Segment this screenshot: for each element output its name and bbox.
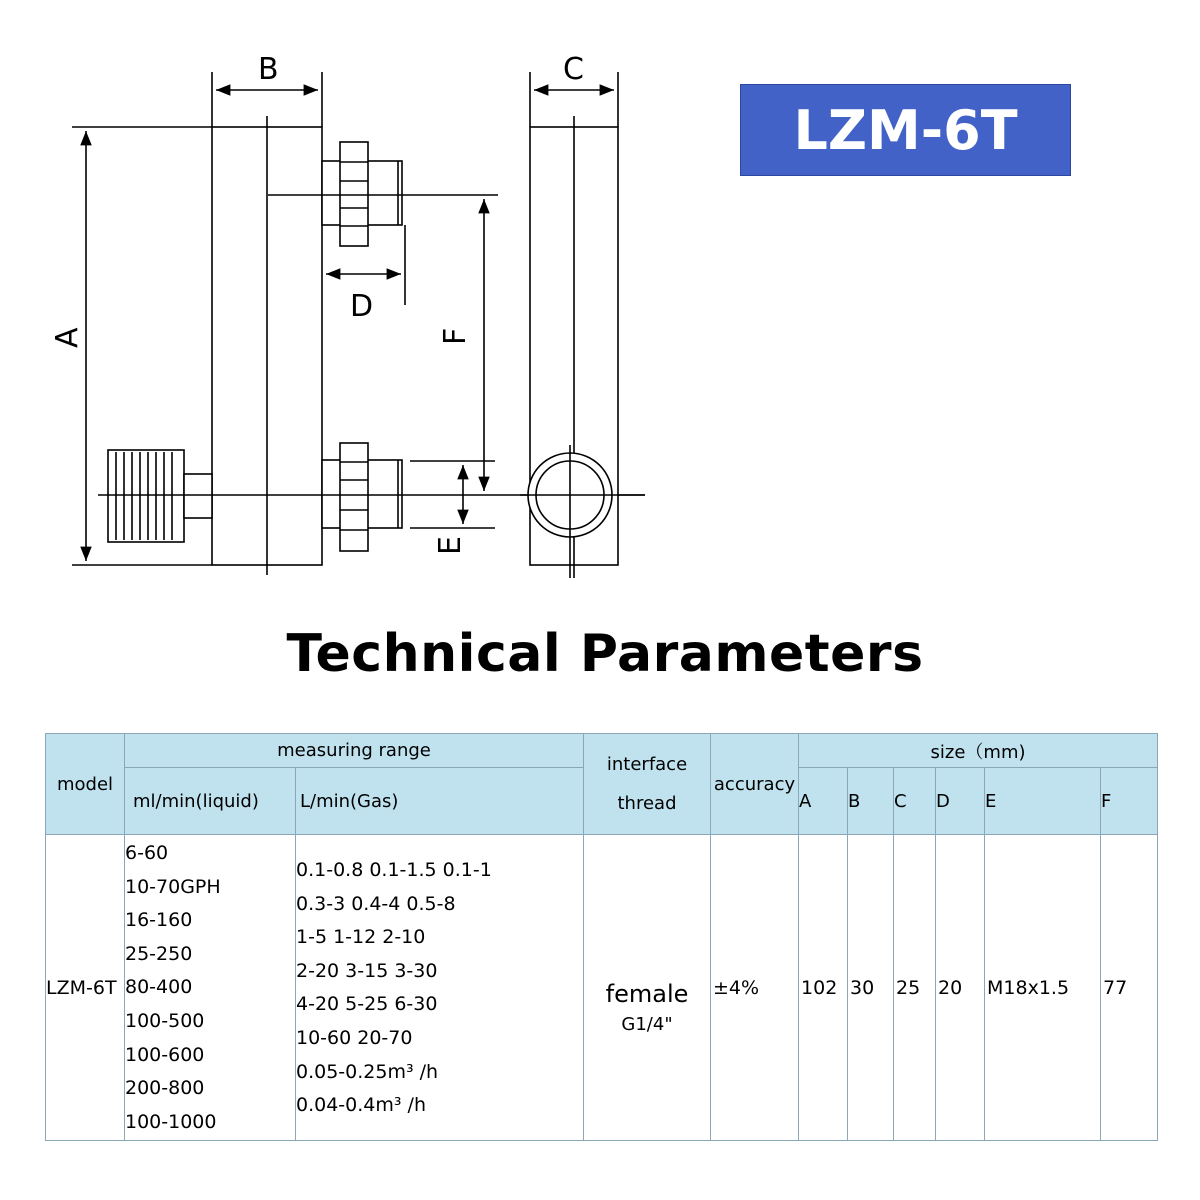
header-interface-line2: thread <box>617 793 677 814</box>
liquid-range-item: 25-250 <box>125 942 193 965</box>
liquid-range-item: 6-60 <box>125 842 169 864</box>
dim-label-d: D <box>350 289 374 324</box>
header-liquid: ml/min(liquid) <box>125 768 296 835</box>
top-fitting <box>322 142 402 246</box>
cell-interface-thread <box>584 835 711 1141</box>
liquid-range-item: 10-70GPH <box>125 875 221 898</box>
header-size-c: C <box>894 768 936 835</box>
gas-range-item: 0.04-0.4m³ /h <box>296 1094 426 1117</box>
bottom-fitting <box>322 443 402 551</box>
liquid-range-item: 100-600 <box>125 1043 205 1066</box>
liquid-range-item: 16-160 <box>125 909 193 932</box>
cell-size-c: 25 <box>894 835 936 1141</box>
gas-range-item: 0.1-0.8 0.1-1.5 0.1-1 <box>296 859 492 881</box>
dim-label-c: C <box>563 52 584 87</box>
cell-gas-ranges <box>296 835 584 1141</box>
gas-range-item: 0.3-3 0.4-4 0.5-8 <box>296 892 456 915</box>
dim-label-b: B <box>258 52 279 87</box>
gas-range-item: 1-5 1-12 2-10 <box>296 926 426 949</box>
gas-range-item: 0.05-0.25m³ /h <box>296 1060 439 1083</box>
page-title: Technical Parameters <box>286 624 924 684</box>
header-measuring-range: measuring range <box>125 734 584 768</box>
gas-range-item: 4-20 5-25 6-30 <box>296 993 438 1016</box>
model-badge-text: LZM-6T <box>793 98 1018 162</box>
cell-size-e: M18x1.5 <box>985 835 1101 1141</box>
header-size-b: B <box>848 768 894 835</box>
thread-type: female <box>605 980 689 1008</box>
liquid-range-list <box>125 837 295 1139</box>
liquid-range-item: 100-500 <box>125 1009 205 1032</box>
spec-table <box>45 733 1158 1141</box>
header-model: model <box>46 734 125 835</box>
liquid-range-item: 80-400 <box>125 976 193 999</box>
header-interface-thread <box>584 734 711 835</box>
header-size-e: E <box>985 768 1101 835</box>
gas-range-list <box>296 854 583 1123</box>
cell-size-d: 20 <box>936 835 985 1141</box>
cell-size-a: 102 <box>799 835 848 1141</box>
header-size-d: D <box>936 768 985 835</box>
header-size-f: F <box>1101 768 1158 835</box>
header-gas: L/min(Gas) <box>296 768 584 835</box>
liquid-range-item: 100-1000 <box>125 1110 217 1133</box>
cell-model: LZM-6T <box>46 835 125 1141</box>
header-accuracy: accuracy <box>711 734 799 835</box>
dim-label-e: E <box>433 536 468 555</box>
cell-size-f: 77 <box>1101 835 1158 1141</box>
gas-range-item: 10-60 20-70 <box>296 1026 413 1049</box>
cell-accuracy: ±4% <box>711 835 799 1141</box>
cell-liquid-ranges <box>125 835 296 1141</box>
header-size-a: A <box>799 768 848 835</box>
cell-size-b: 30 <box>848 835 894 1141</box>
dim-label-a: A <box>50 327 85 348</box>
model-badge <box>740 84 1071 176</box>
header-size: size（mm) <box>799 734 1158 768</box>
valve-knob <box>108 450 212 542</box>
thread-size: G1/4" <box>621 1014 673 1035</box>
gas-range-item: 2-20 3-15 3-30 <box>296 959 438 982</box>
header-interface-line1: interface <box>606 754 688 775</box>
dim-label-f: F <box>438 327 473 345</box>
liquid-range-item: 200-800 <box>125 1077 205 1100</box>
